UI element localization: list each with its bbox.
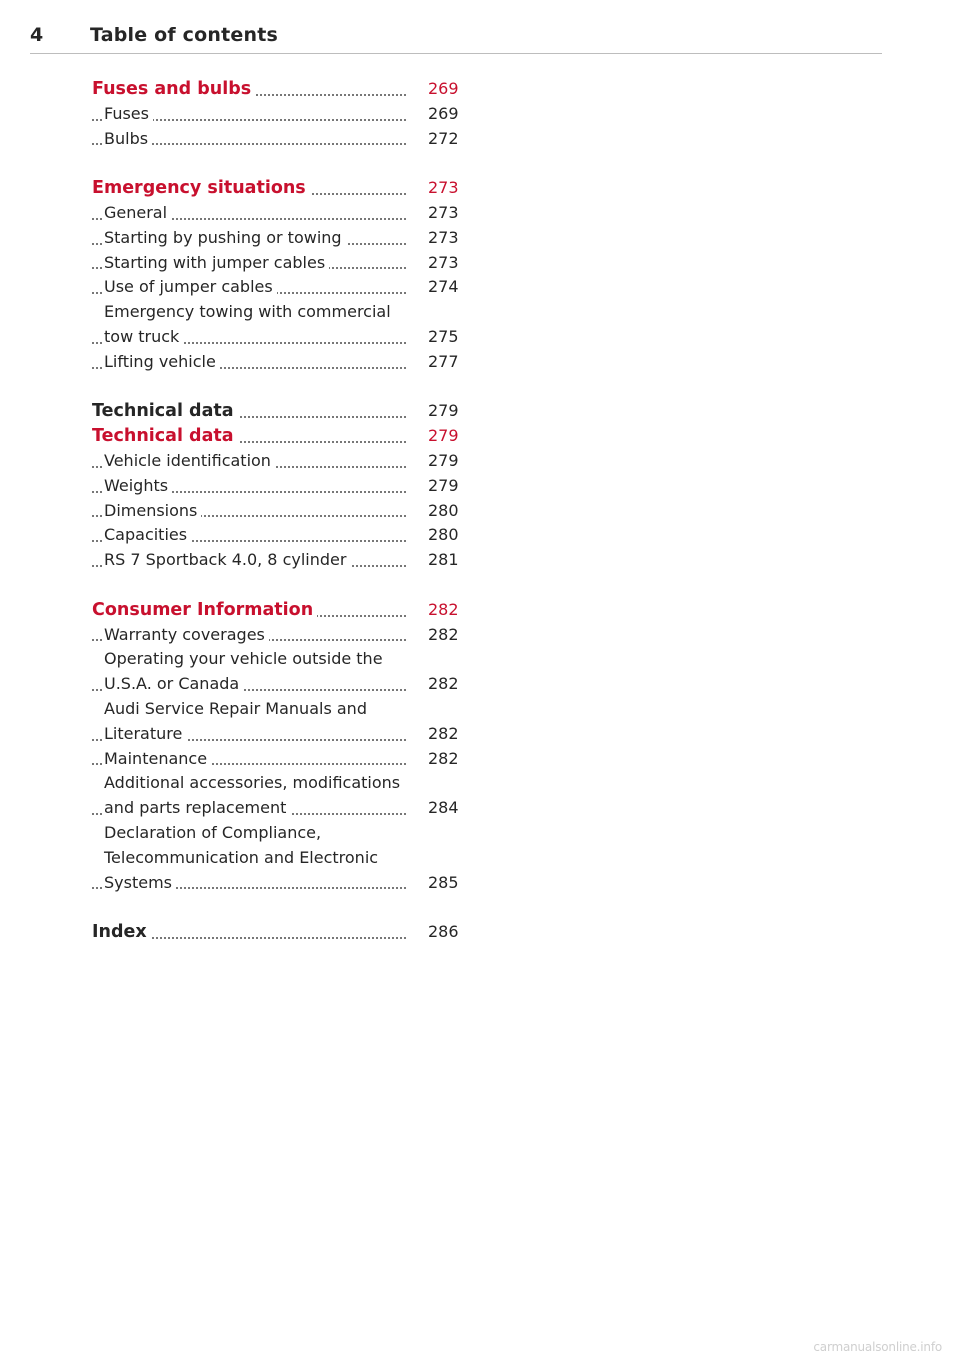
toc-entry[interactable] <box>92 449 472 474</box>
toc-entry[interactable] <box>92 350 472 375</box>
toc-entry-label: Operating your vehicle outside the <box>104 649 387 668</box>
watermark-logo <box>772 1337 942 1355</box>
toc-entry-label: Consumer Information <box>92 600 317 620</box>
toc-entry-page-number: 277 <box>428 351 459 371</box>
toc-entry-page-number: 286 <box>428 922 459 942</box>
toc-entry[interactable] <box>92 747 472 772</box>
toc-entry-page-number: 280 <box>428 500 459 520</box>
toc-entry-label: Emergency towing with commercial <box>104 302 395 321</box>
toc-entry-label: Maintenance <box>104 749 211 768</box>
toc-entry-page-number: 279 <box>428 401 459 421</box>
toc-entry-label: Technical data <box>92 401 238 421</box>
toc-entry[interactable] <box>92 251 472 276</box>
toc-entry-continued <box>92 846 472 871</box>
toc-entry-page-number: 282 <box>428 599 459 619</box>
toc-entry-label: Weights <box>104 476 172 495</box>
toc-entry-label: U.S.A. or Canada <box>104 674 243 693</box>
toc-entry-label: Fuses <box>104 104 153 123</box>
toc-entry-continued <box>92 771 472 796</box>
toc-entry-label: Additional accessories, modifications <box>104 773 404 792</box>
toc-entry-continued <box>92 300 472 325</box>
toc-entry-label: tow truck <box>104 327 183 346</box>
toc-entry-page-number: 281 <box>428 550 459 570</box>
toc-entry-page-number: 285 <box>428 872 459 892</box>
toc-entry[interactable] <box>92 871 472 896</box>
toc-entry-label: Vehicle identification <box>104 451 275 470</box>
toc-entry-label: Starting with jumper cables <box>104 253 329 272</box>
toc-entry-page-number: 269 <box>428 79 459 98</box>
toc-entry[interactable] <box>92 201 472 226</box>
svg-text:carmanualsonline.info: carmanualsonline.info <box>813 1340 942 1354</box>
toc-entry-page-number: 272 <box>428 128 459 148</box>
toc-entry[interactable] <box>92 176 472 201</box>
toc-entry-page-number: 280 <box>428 525 459 545</box>
toc-entry[interactable] <box>92 920 472 945</box>
toc-entry-page-number: 274 <box>428 277 459 297</box>
toc-entry-page-number: 282 <box>428 748 459 768</box>
toc-entry[interactable] <box>92 325 472 350</box>
toc-entry-page-number: 273 <box>428 202 459 222</box>
toc-entry-label: RS 7 Sportback 4.0, 8 cylinder <box>104 550 350 569</box>
toc-entry-label: Dimensions <box>104 501 201 520</box>
toc-entry[interactable] <box>92 275 472 300</box>
toc-entry[interactable] <box>92 623 472 648</box>
page-number: 4 <box>30 24 44 46</box>
table-of-contents <box>92 77 472 945</box>
toc-entry-page-number: 284 <box>428 798 459 818</box>
toc-entry-label: Telecommunication and Electronic <box>104 848 382 867</box>
toc-entry-continued <box>92 821 472 846</box>
toc-entry-page-number: 273 <box>428 227 459 247</box>
toc-entry-page-number: 279 <box>428 475 459 495</box>
toc-entry-label: and parts replacement <box>104 798 290 817</box>
toc-entry-label: Index <box>92 922 151 942</box>
toc-entry-label: General <box>104 203 171 222</box>
toc-entry-label: Use of jumper cables <box>104 277 277 296</box>
toc-entry[interactable] <box>92 102 472 127</box>
toc-entry-label: Lifting vehicle <box>104 352 220 371</box>
toc-entry[interactable] <box>92 399 472 424</box>
toc-entry[interactable] <box>92 226 472 251</box>
toc-entry-continued <box>92 647 472 672</box>
toc-entry-page-number: 273 <box>428 178 459 198</box>
toc-entry-label: Audi Service Repair Manuals and <box>104 699 371 718</box>
toc-entry[interactable] <box>92 127 472 152</box>
toc-entry-page-number: 275 <box>428 326 459 346</box>
page-header <box>30 24 882 54</box>
toc-entry-label: Declaration of Compliance, <box>104 823 325 842</box>
toc-entry[interactable] <box>92 523 472 548</box>
toc-entry[interactable] <box>92 796 472 821</box>
page-title: Table of contents <box>90 24 279 46</box>
toc-entry-label: Systems <box>104 873 176 892</box>
toc-entry[interactable] <box>92 548 472 573</box>
toc-entry-page-number: 282 <box>428 624 459 644</box>
toc-entry-continued <box>92 697 472 722</box>
toc-entry-label: Emergency situations <box>92 178 310 198</box>
toc-entry-page-number: 269 <box>428 103 459 123</box>
toc-entry[interactable] <box>92 722 472 747</box>
toc-entry-label: Fuses and bulbs <box>92 79 255 99</box>
toc-entry-page-number: 279 <box>428 450 459 470</box>
toc-entry-page-number: 282 <box>428 674 459 694</box>
toc-entry-page-number: 273 <box>428 252 459 272</box>
toc-entry-label: Bulbs <box>104 129 152 148</box>
toc-entry[interactable] <box>92 424 472 449</box>
toc-entry[interactable] <box>92 598 472 623</box>
toc-entry[interactable] <box>92 77 472 102</box>
toc-entry-label: Capacities <box>104 525 191 544</box>
toc-entry-page-number: 279 <box>428 426 459 446</box>
toc-entry-label: Technical data <box>92 426 238 446</box>
toc-entry[interactable] <box>92 672 472 697</box>
toc-entry-label: Starting by pushing or towing <box>104 228 346 247</box>
toc-entry-page-number: 282 <box>428 723 459 743</box>
toc-entry-label: Warranty coverages <box>104 625 269 644</box>
toc-entry[interactable] <box>92 474 472 499</box>
toc-entry-label: Literature <box>104 724 186 743</box>
toc-entry[interactable] <box>92 499 472 524</box>
